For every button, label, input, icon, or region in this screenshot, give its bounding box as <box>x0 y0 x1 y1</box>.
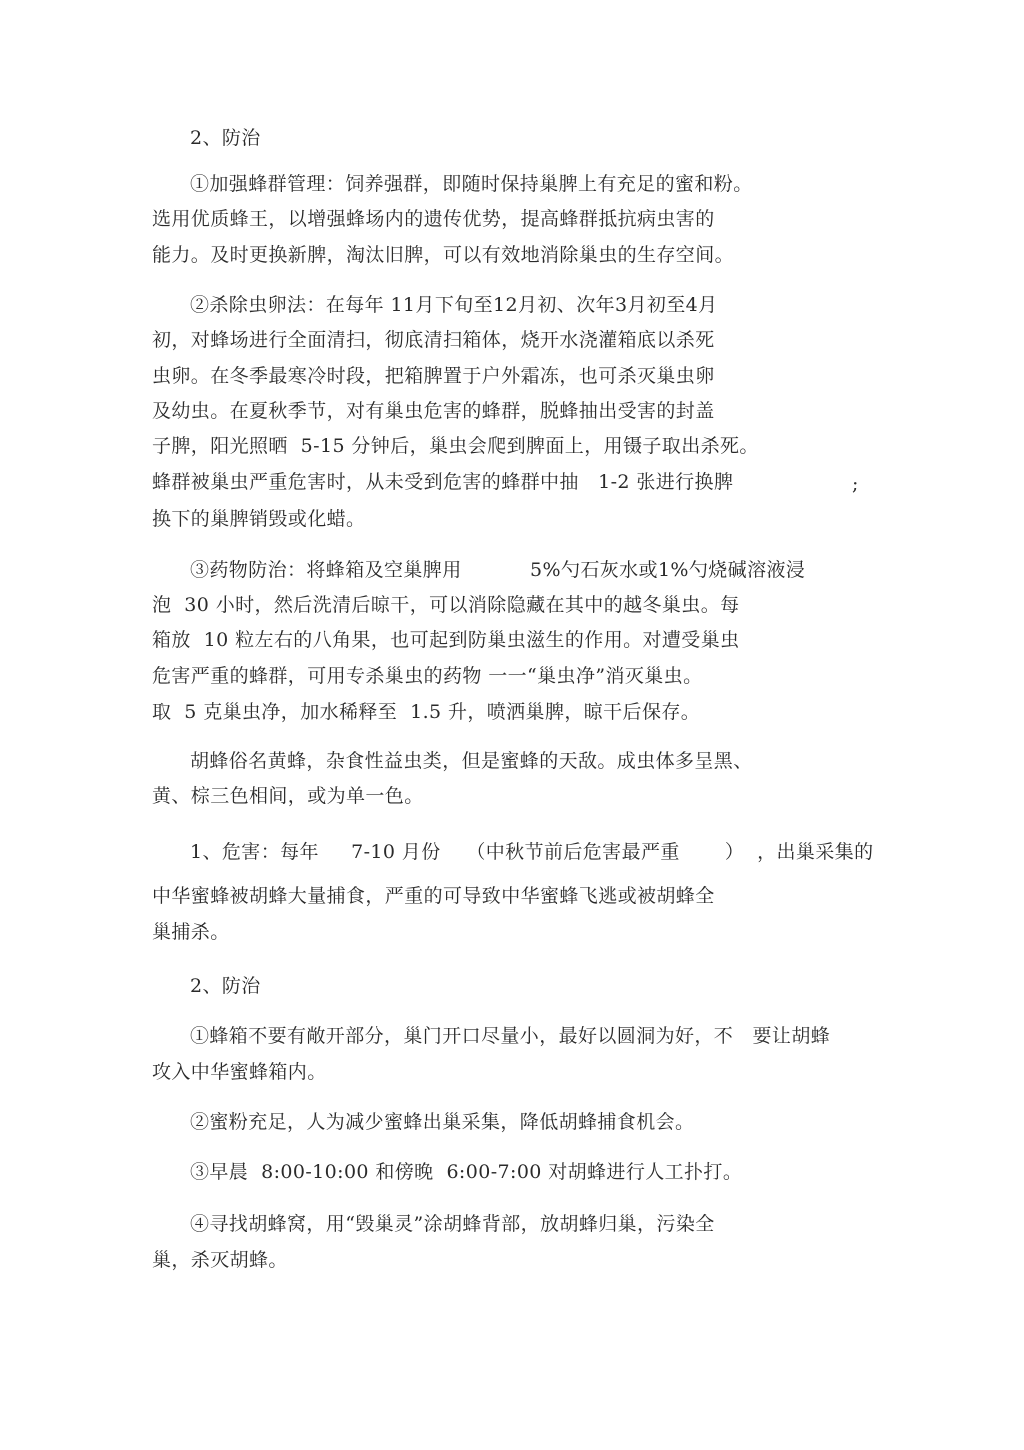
paragraph-line: 换下的巢脾销毁或化蜡。 <box>152 508 366 530</box>
paragraph-line: 黄、棕三色相间，或为单一色。 <box>152 785 424 807</box>
paragraph-line: 选用优质蜂王，以增强蜂场内的遗传优势，提高蜂群抵抗病虫害的 <box>152 208 715 230</box>
paragraph-line: 初，对蜂场进行全面清扫，彻底清扫箱体，烧开水浇灌箱底以杀死 <box>152 329 715 351</box>
paragraph-line: ④寻找胡蜂窝，用“毁巢灵”涂胡蜂背部，放胡蜂归巢，污染全 <box>190 1213 715 1235</box>
section-heading: 2、防治 <box>190 975 261 997</box>
paragraph-line: ②杀除虫卵法：在每年 11月下旬至12月初、次年3月初至4月 <box>190 294 718 316</box>
paragraph-line: ③药物防治：将蜂箱及空巢脾用 <box>190 559 462 581</box>
paragraph-line: 1、危害：每年 7-10 月份 （中秋节前后危害最严重 ） ，出巢采集的 <box>190 841 874 863</box>
paragraph-line: 虫卵。在冬季最寒冷时段，把箱脾置于户外霜冻，也可杀灭巢虫卵 <box>152 365 715 387</box>
paragraph-line: 子脾，阳光照晒 5-15 分钟后，巢虫会爬到脾面上，用镊子取出杀死。 <box>152 435 759 457</box>
paragraph-line: 及幼虫。在夏秋季节，对有巢虫危害的蜂群，脱蜂抽出受害的封盖 <box>152 400 715 422</box>
paragraph-punct: ; <box>852 473 859 495</box>
paragraph-line: 取 5 克巢虫净，加水稀释至 1.5 升，喷洒巢脾，晾干后保存。 <box>152 701 701 723</box>
paragraph-line: ①蜂箱不要有敞开部分，巢门开口尽量小，最好以圆洞为好，不 要让胡蜂 <box>190 1025 831 1047</box>
paragraph-line: ①加强蜂群管理：饲养强群，即随时保持巢脾上有充足的蜜和粉。 <box>190 173 753 195</box>
paragraph-line: 巢，杀灭胡蜂。 <box>152 1249 288 1271</box>
section-heading: 2、防治 <box>190 127 261 149</box>
paragraph-line: ③早晨 8:00-10:00 和傍晚 6:00-7:00 对胡蜂进行人工扑打。 <box>190 1161 743 1183</box>
paragraph-line: 巢捕杀。 <box>152 921 230 943</box>
paragraph-line: 蜂群被巢虫严重危害时，从未受到危害的蜂群中抽 1-2 张进行换脾 <box>152 471 734 493</box>
paragraph-line: 胡蜂俗名黄蜂，杂食性益虫类，但是蜜蜂的天敌。成虫体多呈黑、 <box>190 750 753 772</box>
paragraph-line: 中华蜜蜂被胡蜂大量捕食，严重的可导致中华蜜蜂飞逃或被胡蜂全 <box>152 885 715 907</box>
paragraph-line: 攻入中华蜜蜂箱内。 <box>152 1061 327 1083</box>
paragraph-line: 危害严重的蜂群，可用专杀巢虫的药物 一一“巢虫净”消灭巢虫。 <box>152 665 703 687</box>
paragraph-line: 箱放 10 粒左右的八角果，也可起到防巢虫滋生的作用。对遭受巢虫 <box>152 629 740 651</box>
paragraph-line: 能力。及时更换新脾，淘汰旧脾，可以有效地消除巢虫的生存空间。 <box>152 244 735 266</box>
paragraph-line: 泡 30 小时，然后洗清后晾干，可以消除隐藏在其中的越冬巢虫。每 <box>152 594 740 616</box>
paragraph-line: 5%勺石灰水或1%勺烧碱溶液浸 <box>530 559 806 581</box>
paragraph-line: ②蜜粉充足，人为减少蜜蜂出巢采集，降低胡蜂捕食机会。 <box>190 1111 695 1133</box>
